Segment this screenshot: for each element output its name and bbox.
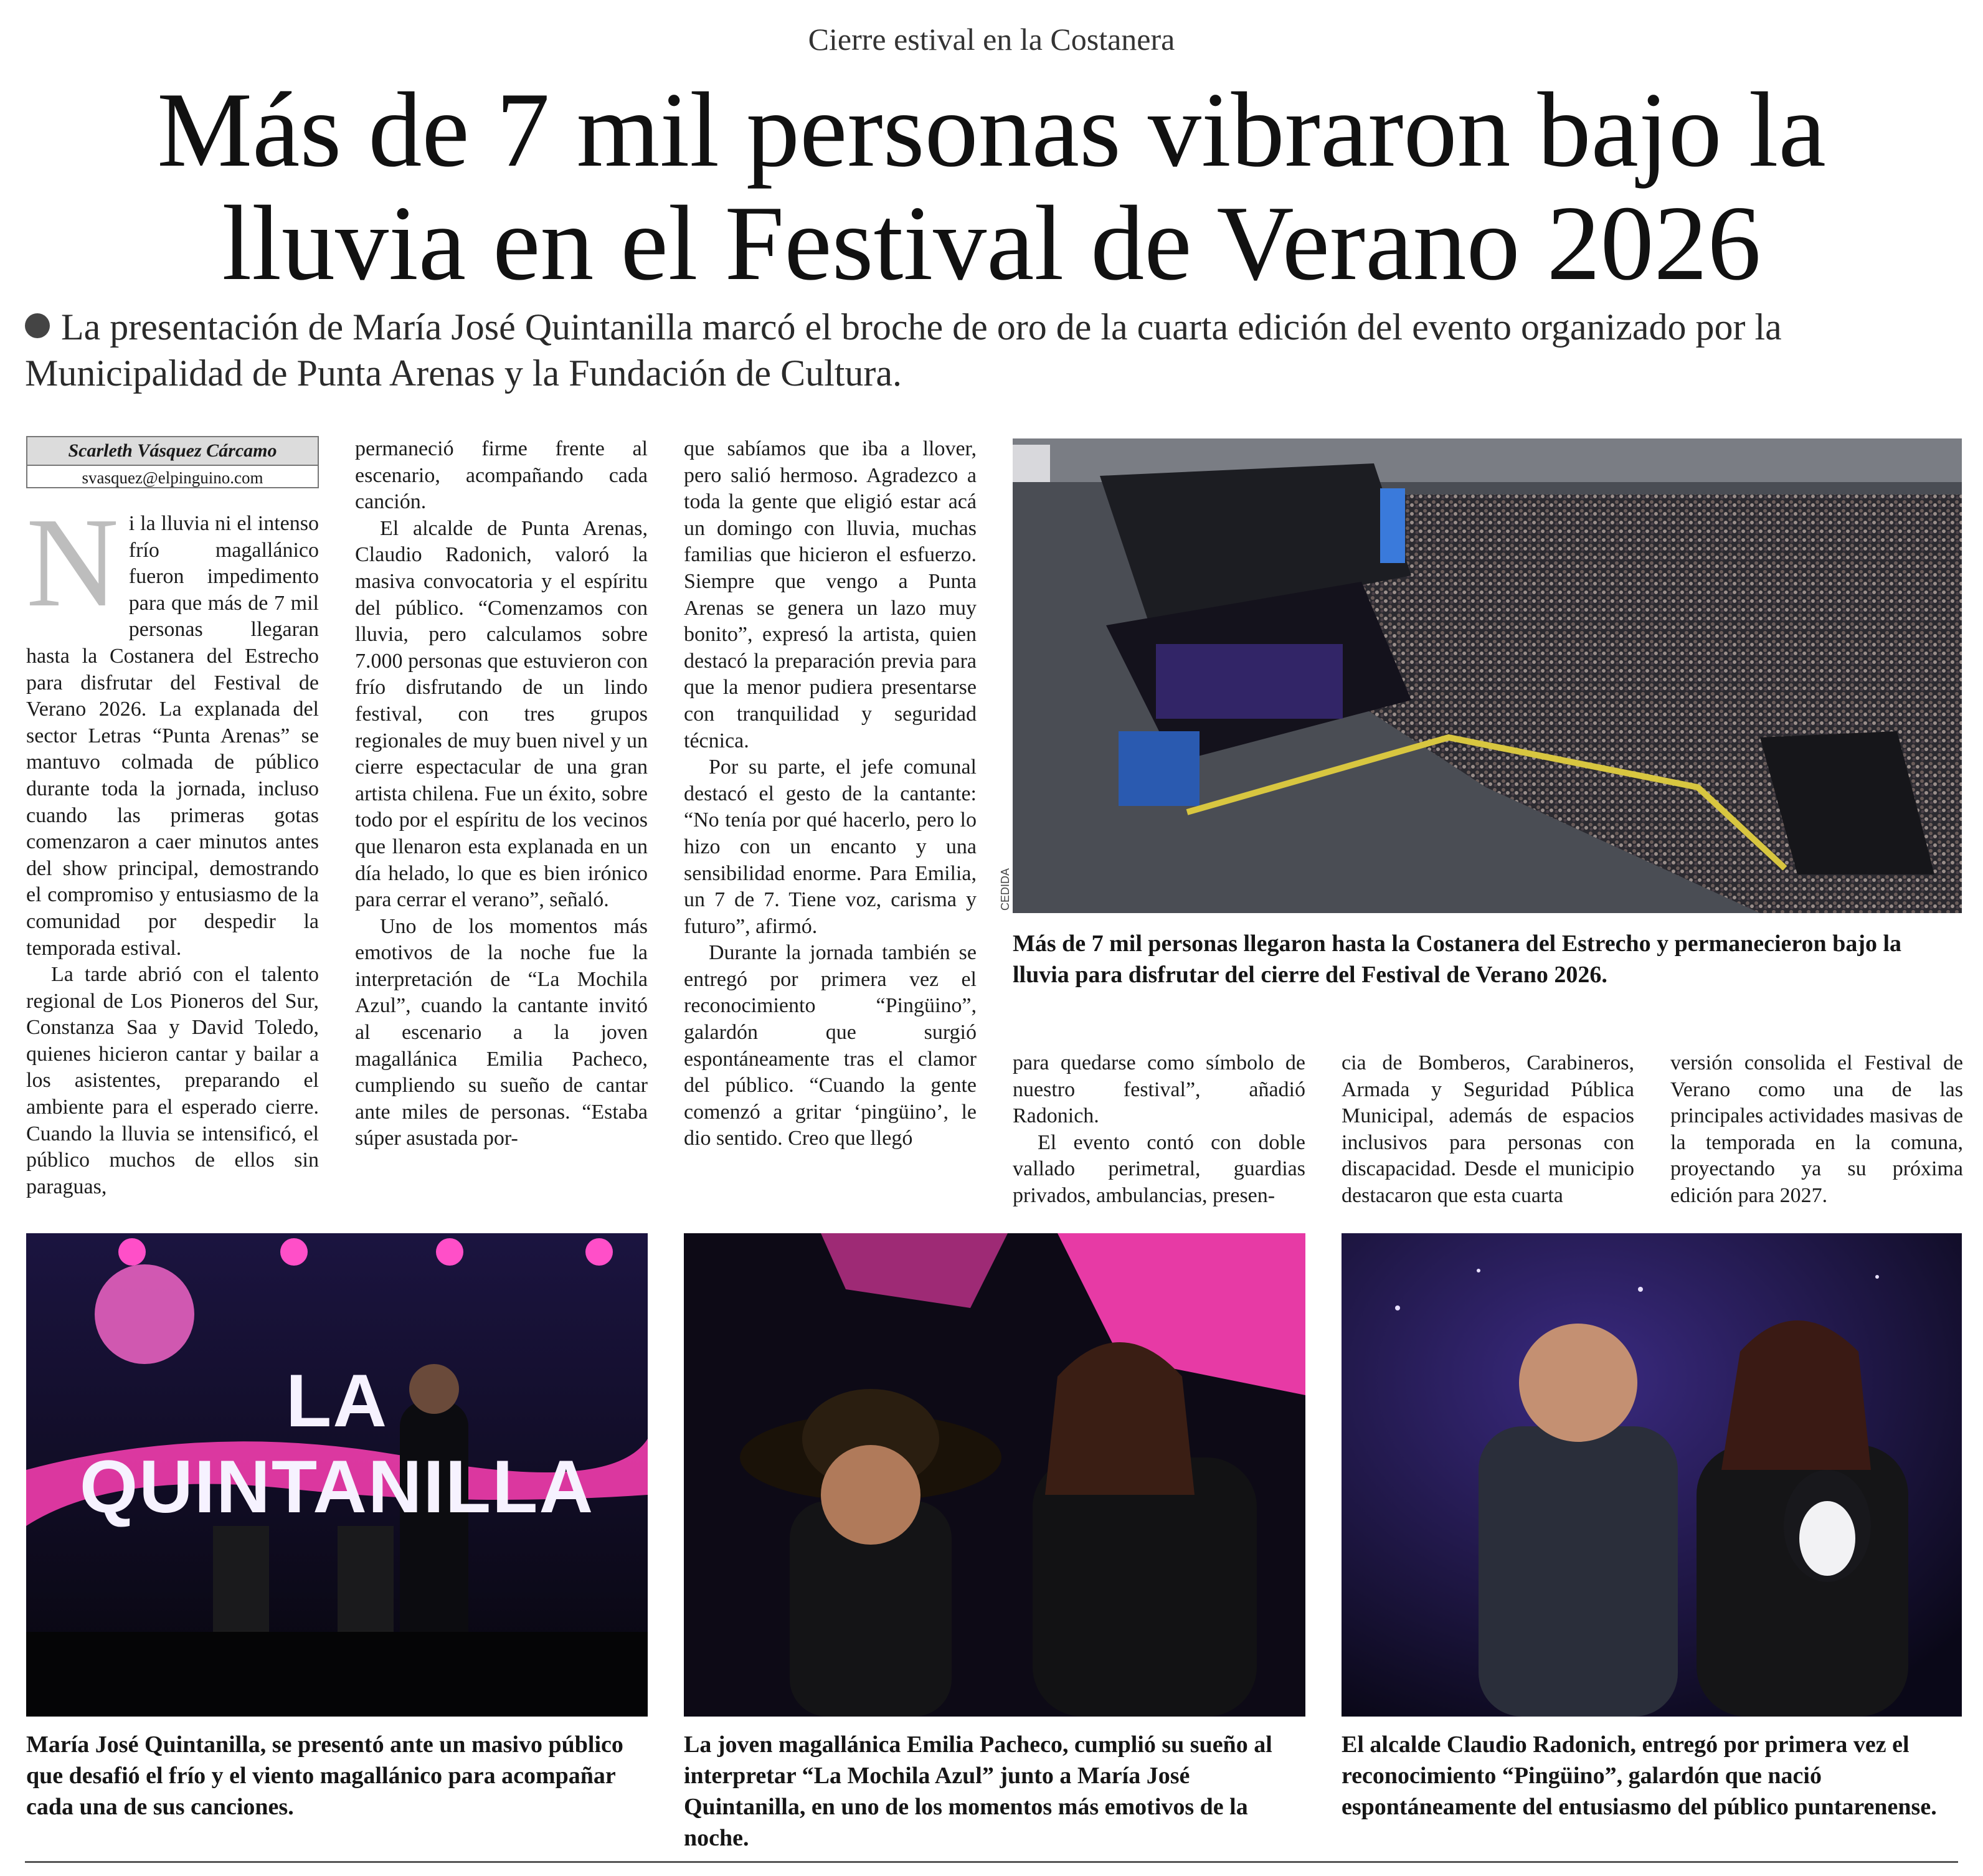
drop-cap: N <box>26 491 119 633</box>
byline-box <box>26 436 319 488</box>
quintanilla-stage-photo <box>26 1233 648 1717</box>
aerial-crowd-illustration <box>1013 438 1962 913</box>
photo-caption-2: La joven magallánica Emilia Pacheco, cumplió su sueño al interpretar “La Mochila Azul” junto a María José Quintanilla, en uno de los momentos más emotivos de la noche. <box>684 1732 1272 1851</box>
article-column-1 <box>26 491 319 1215</box>
byline-email[interactable]: svasquez@elpinguino.com <box>82 468 263 487</box>
article-paragraph: El evento contó con doble vallado perimetral, guardias privados, ambulancias, presen- <box>1013 1130 1305 1207</box>
deck <box>25 304 1962 396</box>
article-paragraph: versión consolida el Festival de Verano como una de las principales actividades masivas de la temporada en la comuna, proyectando ya su próxima edición para 2027. <box>1670 1051 1963 1207</box>
emilia-pacheco-photo <box>684 1233 1305 1717</box>
article-column-4 <box>1013 1050 1305 1213</box>
photo-caption-3: El alcalde Claudio Radonich, entregó por primera vez el reconocimiento “Pingüino”, galardón que nació espontáneamente del entusiasmo del público puntarenense. <box>1342 1732 1937 1820</box>
bullet-icon <box>25 313 50 338</box>
article-paragraph: El alcalde de Punta Arenas, Claudio Radonich, valoró la masiva convocatoria y el espíritu del público. “Comenzamos con lluvia, pero calculamos sobre 7.000 personas que estuvieron con frío disfrutando de un lindo festival, con tres grupos regionales de muy buen nivel y un cierre espectacular de una gran artista chilena. Fue un éxito, sobre todo por el espíritu de los vecinos que llenaron esta explanada en un día helado, lo que es bien irónico para cerrar el verano”, señaló. <box>355 516 648 912</box>
stage-illustration-2 <box>684 1233 1305 1717</box>
article-paragraph: Ni la lluvia ni el intenso frío magallánico fueron impedimento para que más de 7 mil personas llegaran hasta la Costanera del Estrecho para disfrutar del Festival de Verano 2026. La explanada del sector Letras “Punta Arenas” se mantuvo colmada de público durante toda la jornada, incluso cuando las primeras gotas comenzaron a caer minutos antes del show principal, demostrando el compromiso y entusiasmo de la comunidad por despedir la temporada estival. <box>26 491 319 960</box>
kicker: Cierre estival en la Costanera <box>808 22 1175 57</box>
article-column-5 <box>1342 1050 1634 1213</box>
radonich-pinguino-photo <box>1342 1233 1962 1717</box>
article-column-2 <box>355 436 648 1215</box>
stage-sign-text: LA QUINTANILLA <box>79 1359 595 1528</box>
article-paragraph: La tarde abrió con el talento regional de Los Pioneros del Sur, Constanza Saa y David Toledo, quienes hicieron cantar y bailar a los asistentes, preparando el ambiente para el esperado cierre. Cuando la lluvia se intensificó, el público muchos de ellos sin paraguas, <box>26 963 319 1198</box>
article-paragraph: cia de Bomberos, Carabineros, Armada y Seguridad Pública Municipal, además de espacios inclusivos para personas con discapacidad. Desde el municipio destacaron que esta cuarta <box>1342 1051 1634 1207</box>
headline: Más de 7 mil personas vibraron bajo la lluvia en el Festival de Verano 2026 <box>157 71 1826 303</box>
article-column-3 <box>684 436 977 1215</box>
aerial-crowd-photo <box>1013 438 1962 913</box>
article-paragraph: Durante la jornada también se entregó por primera vez el reconocimiento “Pingüino”, galardón que surgió espontáneamente tras el clamor del público. “Cuando la gente comenzó a gritar ‘pingüino’, le dio sentido. Creo que llegó <box>684 941 977 1150</box>
deck-text: La presentación de María José Quintanilla marcó el broche de oro de la cuarta edición del evento organizado por la Municipalidad de Punta Arenas y la Fundación de Cultura. <box>25 306 1782 394</box>
bottom-rule <box>25 1861 1958 1863</box>
byline-name: Scarleth Vásquez Cárcamo <box>27 437 318 466</box>
article-paragraph: Uno de los momentos más emotivos de la noche fue la interpretación de “La Mochila Azul”, cuando la cantante invitó al escenario a la joven magallánica Emilia Pacheco, cumpliendo su sueño de cantar ante miles de personas. “Estaba súper asustada por- <box>355 914 648 1150</box>
article-paragraph: permaneció firme frente al escenario, acompañando cada canción. <box>355 437 648 514</box>
article-paragraph: Por su parte, el jefe comunal destacó el gesto de la cantante: “No tenía por qué hacerlo, pero lo hizo con un encanto y una sensibilidad enorme. Para Emilia, un 7 de 7. Tiene voz, carisma y futuro”, afirmó. <box>684 756 977 938</box>
stage-illustration-3 <box>1342 1233 1962 1717</box>
article-column-6 <box>1670 1050 1963 1213</box>
article-paragraph: para quedarse como símbolo de nuestro festival”, añadió Radonich. <box>1013 1051 1305 1128</box>
article-paragraph: que sabíamos que iba a llover, pero salió hermoso. Agradezco a toda la gente que eligió estar acá un domingo con lluvia, muchas familias que hicieron el esfuerzo. Siempre que vengo a Punta Arenas se genera un lazo muy bonito”, expresó la artista, quien destacó la preparación previa para que la menor pudiera presentarse con tranquilidad y seguridad técnica. <box>684 437 977 752</box>
photo-credit: CEDIDA <box>999 868 1011 911</box>
main-photo-caption: Más de 7 mil personas llegaron hasta la Costanera del Estrecho y permanecieron bajo la lluvia para disfrutar del cierre del Festival de Verano 2026. <box>1013 931 1902 988</box>
photo-caption-1: María José Quintanilla, se presentó ante un masivo público que desafió el frío y el viento magallánico para acompañar cada una de sus canciones. <box>26 1732 623 1820</box>
